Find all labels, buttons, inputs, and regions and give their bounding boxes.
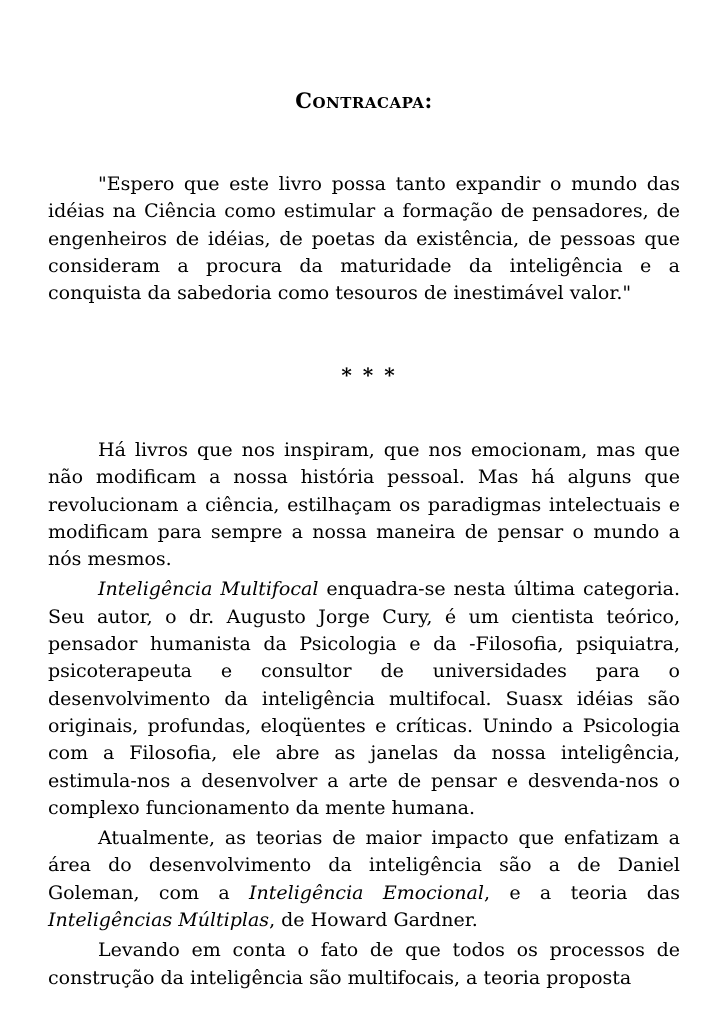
paragraph-3-part-b: , e a teoria das bbox=[483, 881, 680, 904]
paragraph-3-part-a: Atualmente, as teorias de maior impacto que enfatizam a área do desenvolvimento da inteligência são a de Daniel Goleman, com a bbox=[48, 827, 680, 904]
paragraph-2 bbox=[48, 576, 680, 822]
section-separator: * * * bbox=[341, 363, 397, 387]
book-title-italic: Inteligência Multifocal bbox=[98, 578, 319, 601]
italic-emotional-intelligence: Inteligência Emocional bbox=[249, 881, 484, 904]
quote-block bbox=[48, 171, 680, 307]
paragraph-2-text: enquadra-se nesta última categoria. Seu autor, o dr. Augusto Jorge Cury, é um cientista teórico, pensador humanista da Psicologia e da -Filosofia, psiquiatra, psicoterapeuta e consultor de universidades para o desenvolvimento da inteligência multifocal. Suasx idéias são originais, profundas, eloqüentes e críticas. Unindo a Psicologia com a Filosofia, ele abre as janelas da nossa inteligência, estimula-nos a desenvolver a arte de pensar e desvenda-nos o complexo funcionamento da mente humana. bbox=[48, 578, 680, 819]
quote-paragraph: "Espero que este livro possa tanto expandir o mundo das idéias na Ciência como estimular a formação de pensadores, de engenheiros de idéias, de poetas da existência, de pessoas que consideram a procura da maturidade da inteligência e a conquista da sabedoria como tesouros de inestimável valor." bbox=[48, 173, 680, 305]
paragraph-1: Há livros que nos inspiram, que nos emocionam, mas que não modificam a nossa história pessoal. Mas há alguns que revolucionam a ciência, estilhaçam os paradigmas intelectuais e modificam para sempre a nossa maneira de pensar o mundo a nós mesmos. bbox=[48, 439, 680, 571]
body-text bbox=[48, 437, 680, 992]
paragraph-4: Levando em conta o fato de que todos os processos de construção da inteligência são multifocais, a teoria proposta bbox=[48, 939, 680, 989]
italic-multiple-intelligences: Inteligências Múltiplas bbox=[48, 909, 270, 932]
paragraph-3 bbox=[48, 825, 680, 934]
paragraph-3-part-c: , de Howard Gardner. bbox=[269, 909, 478, 932]
page-title: Contracapa: bbox=[295, 88, 433, 113]
